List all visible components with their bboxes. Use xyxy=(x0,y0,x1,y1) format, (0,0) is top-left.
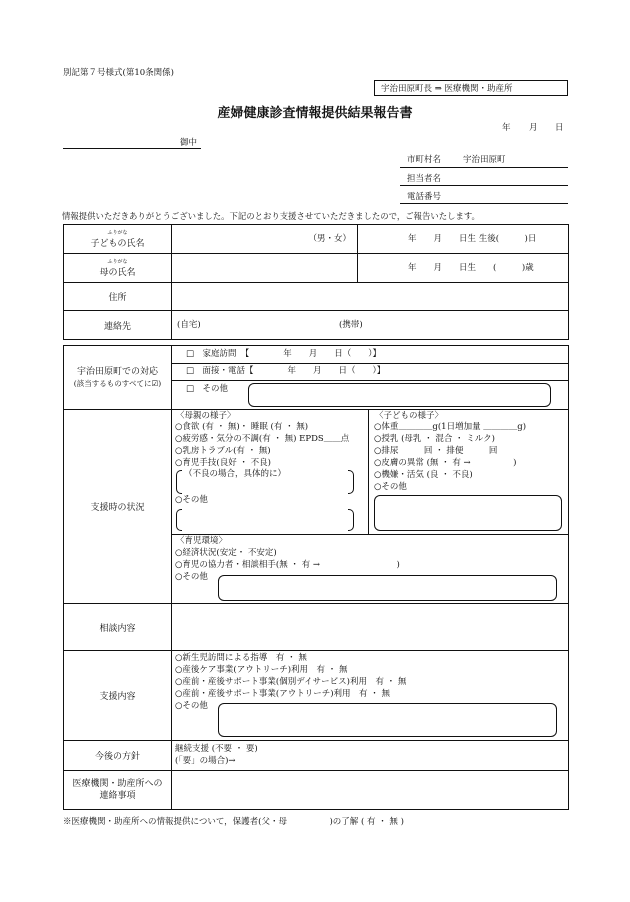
env-helper: ○育児の協力者・相談相手(無 ・ 有 → ) xyxy=(175,560,400,570)
child-sex: （男・女） xyxy=(308,234,351,244)
support-other-bracket xyxy=(218,703,557,737)
policy-if-required: (「要」の場合)→ xyxy=(175,756,236,766)
date-day: 日 xyxy=(555,123,564,133)
status-cell xyxy=(172,410,569,604)
consult-label-text: 相談内容 xyxy=(99,623,136,634)
response-label-2: (該当するものすべてに☑) xyxy=(73,378,162,388)
child-name-label xyxy=(64,225,172,254)
mother-state-title: 〈母親の様子〉 xyxy=(176,411,236,421)
support-label-text: 支援内容 xyxy=(99,692,136,702)
mother-state-box[interactable] xyxy=(172,410,369,534)
child-state-weight: ○体重＿＿＿＿g(1日増加量 ＿＿＿＿g) xyxy=(374,422,527,432)
address-field[interactable] xyxy=(172,283,569,311)
policy-label-text: 今後の方針 xyxy=(94,752,140,762)
address-label-text: 住所 xyxy=(108,293,127,303)
response-other-bracket xyxy=(248,383,551,407)
notes-label-1: 医療機関・助産所への xyxy=(72,779,163,789)
child-name-field[interactable] xyxy=(172,225,358,254)
mother-state-fatigue: ○疲労感・気分の不調(有 ・ 無) EPDS＿＿点 xyxy=(175,434,350,444)
policy-continuation: 継続支援 (不要 ・ 要) xyxy=(175,744,258,754)
mother-state-appetite: ○食欲 (有 ・ 無)・ 睡眠 (有 ・ 無) xyxy=(175,422,309,432)
response-home-visit: □ 家庭訪問 【 年 月 日（ ）】 xyxy=(186,349,382,359)
addressee-line xyxy=(63,148,201,149)
contact-label xyxy=(64,311,172,340)
child-state-other: ○その他 xyxy=(374,482,407,492)
mother-detail-bracket-l xyxy=(176,470,182,494)
support-day-service: ○産前・産後サポート事業(個別デイサービス)利用 有 ・ 無 xyxy=(175,677,407,687)
response-other: □ その他 xyxy=(186,384,229,394)
staff-line xyxy=(400,185,568,186)
support-table xyxy=(63,345,569,810)
child-birth-field[interactable] xyxy=(358,225,569,254)
mother-other-bracket-r xyxy=(348,509,354,531)
mother-other-bracket-l xyxy=(176,509,182,531)
date-year: 年 xyxy=(502,123,511,133)
policy-field[interactable] xyxy=(172,741,569,771)
intro-text: 情報提供いただきありがとうございました。下記のとおり支援させていただきましたので，ご報告いたします。 xyxy=(62,211,480,221)
municipality-label: 市町村名 xyxy=(407,155,442,165)
child-state-excretion: ○排尿 回 ・ 排便 回 xyxy=(374,446,498,456)
mother-birth: 年 月 日生 ( )歳 xyxy=(408,263,534,273)
child-other-bracket xyxy=(374,495,562,531)
contact-home: (自宅) xyxy=(177,320,201,330)
page-title: 産婦健康診査情報提供結果報告書 xyxy=(217,106,413,121)
support-label xyxy=(64,651,172,741)
addressee-suffix: 御中 xyxy=(180,138,198,148)
status-label xyxy=(64,410,172,604)
municipality-value: 宇治田原町 xyxy=(463,155,506,165)
staff-label: 担当者名 xyxy=(407,174,442,184)
consult-field[interactable] xyxy=(172,604,569,651)
mother-birth-field[interactable] xyxy=(358,254,569,283)
response-label xyxy=(64,346,172,410)
response-home-visit-row[interactable] xyxy=(172,346,568,364)
address-label xyxy=(64,283,172,311)
mother-name-field[interactable] xyxy=(172,254,358,283)
mother-state-skill: ○育児手技(良好 ・ 不良) xyxy=(175,458,271,468)
date-month: 月 xyxy=(529,123,538,133)
municipality-line xyxy=(400,167,568,168)
mother-name-ruby: ふりがな xyxy=(107,258,128,265)
env-economy: ○経済状況(安定・ 不安定) xyxy=(175,548,277,558)
child-state-title: 〈子どもの様子〉 xyxy=(375,411,444,421)
child-state-mood: ○機嫌・活気 (良 ・ 不良) xyxy=(374,470,473,480)
support-newborn-visit: ○新生児訪問による指導 有 ・ 無 xyxy=(175,653,307,663)
status-upper xyxy=(172,410,568,535)
env-other-bracket xyxy=(218,575,557,601)
policy-label xyxy=(64,741,172,771)
notes-label-2: 連絡事項 xyxy=(99,791,136,801)
consult-label xyxy=(64,604,172,651)
env-box[interactable] xyxy=(172,535,568,603)
child-birth: 年 月 日生 生後( )日 xyxy=(408,234,537,244)
status-label-text: 支援時の状況 xyxy=(90,503,145,513)
route-box xyxy=(374,80,568,96)
mother-detail-bracket-r xyxy=(348,470,354,494)
support-other: ○その他 xyxy=(175,701,208,711)
phone-line xyxy=(400,203,568,204)
support-outreach: ○産前・産後サポート事業(アウトリーチ)利用 有 ・ 無 xyxy=(175,689,390,699)
consent-note: ※医療機関・助産所への情報提供について，保護者(父・母 )の了解 ( 有 ・ 無 ) xyxy=(63,817,404,827)
contact-mobile: (携帯) xyxy=(339,320,363,330)
response-other-row[interactable] xyxy=(172,381,568,409)
notes-field[interactable] xyxy=(172,771,569,810)
mother-state-detail: （不良の場合，具体的に） xyxy=(184,469,287,479)
mother-state-other: ○その他 xyxy=(175,495,208,505)
child-state-feeding: ○授乳 (母乳 ・ 混合 ・ ミルク) xyxy=(374,434,495,444)
phone-label: 電話番号 xyxy=(407,192,442,202)
notes-label xyxy=(64,771,172,810)
mother-name-label xyxy=(64,254,172,283)
contact-label-text: 連絡先 xyxy=(103,321,131,332)
mother-name-label-text: 母の氏名 xyxy=(99,267,136,278)
form-number: 別記第７号様式(第10条関係) xyxy=(63,68,174,78)
route-text: 宇治田原町長 ⇒ 医療機関・助産所 xyxy=(381,84,513,94)
child-name-label-text: 子どもの氏名 xyxy=(90,238,145,249)
info-table xyxy=(63,224,569,340)
child-name-ruby: ふりがな xyxy=(107,229,128,236)
contact-field[interactable] xyxy=(172,311,569,340)
response-label-1: 宇治田原町での対応 xyxy=(76,366,158,377)
response-interview-row[interactable] xyxy=(172,364,568,381)
response-interview: □ 面接・電話【 年 月 日（ ）】 xyxy=(186,366,386,376)
env-title: 〈育児環境〉 xyxy=(176,536,228,546)
child-state-box[interactable] xyxy=(368,410,569,534)
env-other: ○その他 xyxy=(175,572,208,582)
mother-state-breast: ○乳房トラブル(有 ・ 無) xyxy=(175,446,271,456)
response-cell xyxy=(172,346,569,410)
support-content[interactable] xyxy=(172,651,569,741)
child-state-skin: ○皮膚の異常 (無 ・ 有 → ) xyxy=(374,458,517,468)
support-postpartum-care: ○産後ケア事業(アウトリーチ)利用 有 ・ 無 xyxy=(175,665,348,675)
